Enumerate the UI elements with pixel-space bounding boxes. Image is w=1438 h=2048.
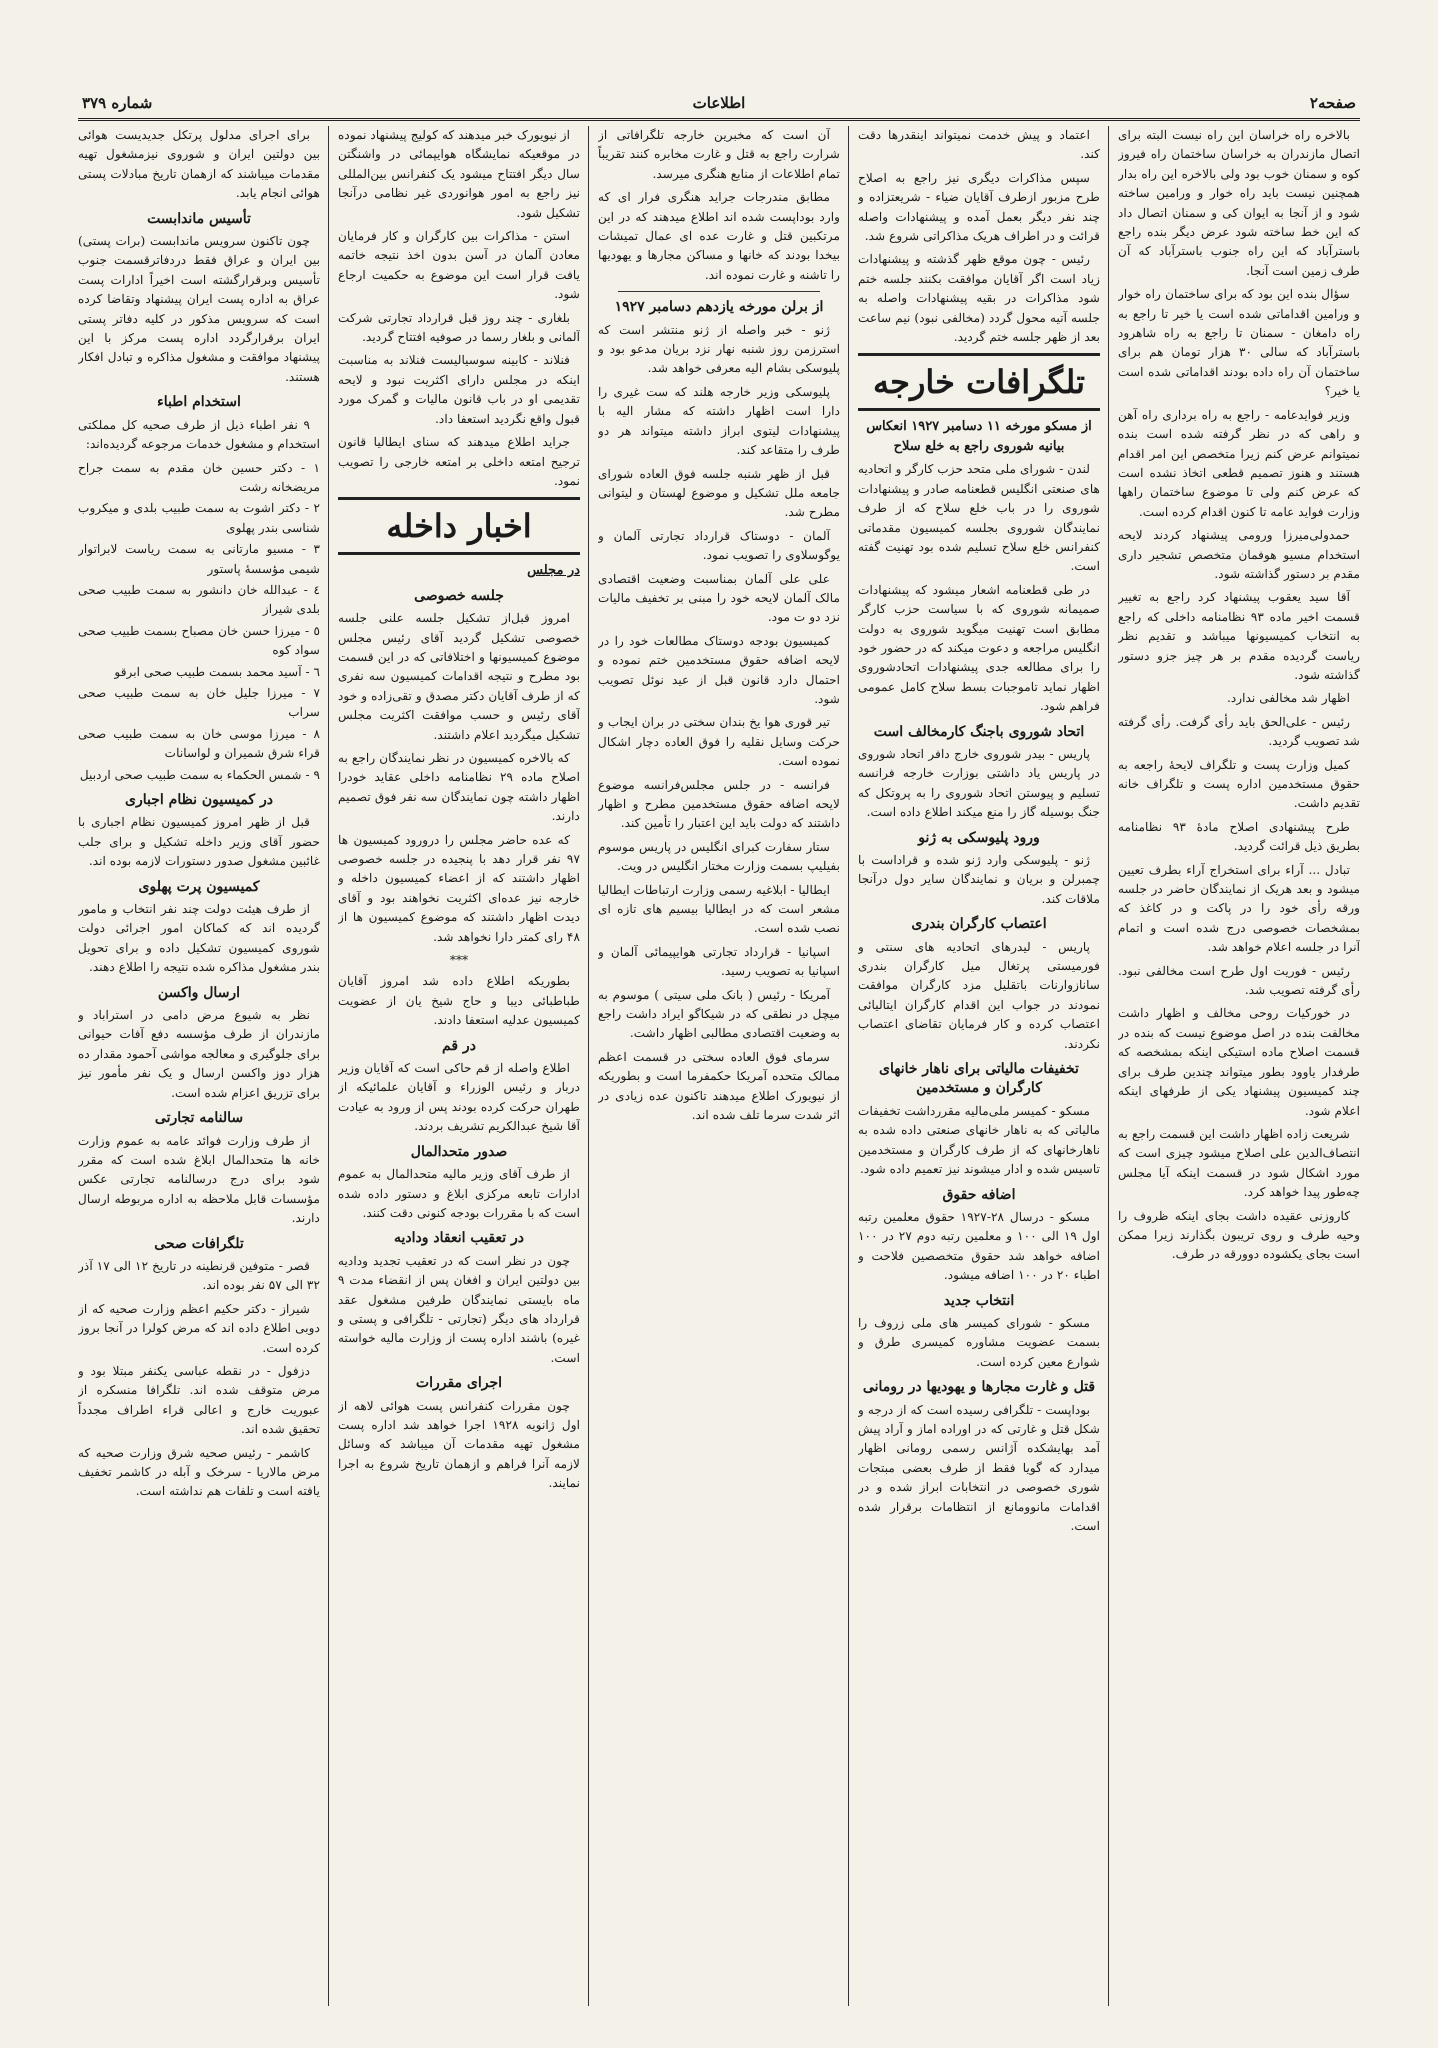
article-heading: تأسیس ماندابست (147, 210, 251, 227)
list-item: ٨ - میرزا موسی خان به سمت طبیب صحی قراء شرق شمیران و لواسانات (78, 726, 320, 761)
article-paragraph: قبل از ظهر امروز کمیسیون نظام اجباری با حضور آقای وزیر داخله تشکیل و برای جلب غائبین مشغول صدور دستورات لازمه بوده اند. (78, 815, 320, 869)
article-paragraph: علی علی آلمان بمناسبت وضعیت اقتصادی مالک آلمان لایحه خود را مبنی بر تخفیف مالیات نزد دو ت مود. (598, 571, 840, 625)
article-paragraph: تیر قوری هوا یخ بندان سختی در بران ایجاب و حرکت وسایل نقلیه را فوق العاده دچار اشکال نموده است. (598, 715, 840, 769)
article-paragraph: کاروزنی عقیده داشت بجای اینکه ظروف را وحیه طرف و روی تریبون بگذارند زیرا ممکن است بجای یکشوده دوورقه در طرف. (1118, 1208, 1360, 1262)
article-heading: اعتصاب کارگران بندری (911, 916, 1047, 933)
article-paragraph: مسکو - درسال ۲۸-۱۹۲۷ حقوق معلمین رتبه اول ۱۹ الی ۱۰۰ و معلمین رتبه دوم ۲۷ در ۱۰۰ اضافه خواهد شد حقوق متخصصین فلاحت و اطباء ۲۰ در ۱۰۰ اضافه میشود. (858, 1209, 1100, 1283)
separator-stars: *** (449, 953, 469, 968)
article-heading: اضافه حقوق (942, 1186, 1016, 1203)
article-paragraph: چون تاکنون سرویس ماندابست (برات پستی) بین ایران و عراق فقط دردفاترقسمت جنوب تأسیس وبرقرارگشته است اخیراً ادارات پست عراق به اداره پست ایران پیشنهاد وتقاضا کرده است که سرویس مذکور در کلیه دفاتر پستی ایران برقرارگردد اداره پست مرکز با این پیشنهاد موافقت و مشغول مذاکره و تبادل افکار هستند. (78, 234, 320, 384)
article-heading: انتخاب جدید (943, 1292, 1015, 1309)
article-paragraph: آلمان - دوستاک قرارداد تجارتی آلمان و یوگوسلاوی را تصویب نمود. (598, 528, 840, 563)
list-item: ۳ - مسیو مارتانی به سمت ریاست لابراتوار شیمی مؤسسهٔ پاستور (78, 542, 320, 576)
article-heading: اجرای مقررات (415, 1375, 503, 1392)
list-item: ۲ - دکتر اشوت به سمت طبیب بلدی و میکروب شناسی بندر پهلوی (78, 501, 320, 535)
article-paragraph: سپس مذاکرات دیگری نیز راجع به اصلاح طرح مزبور ازطرف آقایان ضیاء - شریعتزاده و چند نفر دیگر بعمل آمده و پیشنهادات واصله قرائت و در اطراف هریک مذاکراتی شروع شد. (858, 170, 1100, 244)
article-paragraph: بطوریکه اطلاع داده شد امروز آقایان طباطبائی دیبا و حاج شیخ یان از عضویت کمیسیون عدلیه استعفا دادند. (338, 974, 580, 1028)
article-paragraph: کاشمر - رئیس صحیه شرق وزارت صحیه که مرض مالاریا - سرخک و آبله در کاشمر تخفیف یافته است و تلفات هم نداشته است. (78, 1445, 320, 1499)
article-paragraph: پاریس - لیدرهای اتحادیه های سنتی و فورمیستی پرتغال میل کارگران بندری سانازوارنات باتقلیل مزد کارگران موافقت نمودند در جواب این اقدام کارگران ایتالیائی اعتصاب کرده و کار فرمایان تقاضای اعتصاب نکردند. (858, 939, 1100, 1051)
article-paragraph: ۹ نفر اطباء ذیل از طرف صحیه کل مملکتی استخدام و مشغول خدمات مرجوعه گردیده‌اند: (78, 417, 320, 452)
article-paragraph: شیراز - دکتر حکیم اعظم وزارت صحیه که از دوبی اطلاع داده اند که مرض کولرا در آنجا بروز کرده است. (78, 1301, 320, 1355)
list-item: ۹ - شمس الحکماء به سمت طبیب صحی اردبیل (79, 767, 320, 782)
article-paragraph: از نیویورک خبر میدهند که کولیج پیشنهاد نموده در موقعیکه نمایشگاه هوایپمائی در واشنگتن سال دیگر افتتاح میشود یک کنفرانس بین‌المللی نیز راجع به امور هوانوردی غیر نظامی درآنجا تشکیل شود. (338, 128, 580, 220)
column-rule (848, 126, 849, 2006)
article-paragraph: در طی قطعنامه اشعار میشود که پیشنهادات صمیمانه شوروی که با سیاست حزب کارگر مطابق است تهنیت میگوید شوروی به دولت انگلیس مراجعه و دعوت میکند که در حضور خود را برای مطالعه جدی پیشنهادات اتحادشوروی اظهار نماید تاموجبات بسط سلاح کامل عمومی فراهم شود. (858, 582, 1100, 714)
article-paragraph: امروز قبل‌از تشکیل جلسه علنی جلسه خصوصی تشکیل گردید آقای رئیس مجلس موضوع کمیسیونها و اختلافاتی که در این قسمت بود مطرح و نتیجه اقدامات کمیسیون سه نفری که از طرف آقایان دکتر مصدق و تقی‌زاده و خود آقای رئیس و حسب موافقت اکثریت مجلس تشکیل میگردید اعلام داشتند. (338, 611, 580, 742)
article-paragraph: قصر - متوفین قرنطینه در تاریخ ۱۲ الی ۱۷ آذر ۳۲ الی ۵۷ نفر بوده اند. (78, 1258, 320, 1293)
article-heading: اتحاد شوروی باجنگ کارمخالف است (873, 723, 1085, 740)
article-paragraph: رئیس - علی‌الحق باید رأی گرفت. رأی گرفته شد تصویب گردید. (1118, 714, 1360, 749)
article-paragraph: اطلاع واصله از قم حاکی است که آقایان وزیر دربار و رئیس الوزراء و آقایان علمائیکه از طهران حرکت کرده بودند پس از ورود به عیادت آقا شیخ عبدالکریم تشریف بردند. (338, 1061, 580, 1134)
article-paragraph: پلیوسکی وزیر خارجه هلند که ست غیری را دارا است اظهار داشته که مشار الیه با پیشنهادات لیتوی ابراز داشته میتواند هر دو طرف را متقاعد کند. (598, 384, 840, 458)
article-heading: صدور متحدالمال (410, 1143, 508, 1160)
article-paragraph: آمریکا - رئیس ( بانک ملی سیتی ) موسوم به میچل در نطقی که در شیکاگو ایراد داشت راجع به وضعیت اقتصادی مطالبی اظهار داشت. (598, 987, 840, 1041)
article-paragraph: چون مقررات کنفرانس پست هوائی لاهه از اول ژانویه ۱۹۲۸ اجرا خواهد شد اداره پست مشغول تهیه مقدمات آن میباشد که وسائل لازمه آنرا فراهم و ازهمان تاریخ شروع به اجرا نمایند. (338, 1398, 580, 1491)
article-paragraph: استن - مذاکرات بین کارگران و کار فرمایان معادن آلمان در آسن بدون اخذ نتیجه خاتمه یافت قرار است این موضوع به حکمیت ارجاع شود. (338, 229, 580, 302)
article-heading: از برلن مورخه یازدهم دسامبر ۱۹۲۷ (614, 299, 824, 316)
article-heading: در قم (442, 1037, 476, 1054)
article-heading: از مسکو مورخه ۱۱ دسامبر ۱۹۲۷ انعکاس بیانیه شوروی راجع به خلع سلاح (866, 419, 1092, 454)
column-rule (588, 126, 589, 2006)
article-paragraph: رئیس - فوریت اول طرح است مخالفی نبود. رأی گرفته تصویب شد. (1118, 963, 1360, 998)
article-paragraph: کمیل وزارت پست و تلگراف لایحهٔ راجعه به حقوق مستخدمین اداره پست و تلگراف خانه تقدیم داشت. (1118, 757, 1360, 811)
article-heading: ارسال واکسن (157, 984, 241, 1001)
article-heading: سالنامه تجارتی (154, 1110, 244, 1127)
article-paragraph: در خورکیات روحی مخالف و اظهار داشت مخالفت بنده در اصل موضوع نیست که بنده در قسمت اصلاح ماده استیکی اینکه بمشخصه که طرفدار یاوود بطور میتواند چندین طرف برای چند کمیسیون پیشنهاد یکی از طرفهای اینکه اعلام شود. (1118, 1006, 1360, 1118)
article-paragraph: از طرف وزارت فوائد عامه به عموم وزارت خانه ها متحدالمال ابلاغ شده است که مقرر شود برای درج درسالنامه تجارتی عکس مؤسسات قابل ملاحظه به اداره مربوطه ارسال دارند. (78, 1133, 320, 1226)
article-heading: کمیسیون پرت پهلوی (138, 878, 260, 895)
article-paragraph: فنلاند - کابینه سوسیالیست فنلاند به مناسبت اینکه در مجلس دارای اکثریت نبود و لایحه تقدیمی او در باب قانون مالیات و گمرک مورد قبول واقع نگردید استعفا داد. (338, 353, 580, 426)
divider (618, 291, 820, 292)
column-rule (1108, 126, 1109, 2006)
article-paragraph: سؤال بنده این بود که برای ساختمان راه خوار و ورامین اقداماتی شده است یا خیر تا راجع به راه دامغان - سمنان تا راجع به راه شاهرود باسترآباد که سالی ۳۰ هزار تومان هم برای ساختمان آن راه داده بودند اقداماتی شده است یا خیر؟ (1118, 287, 1360, 399)
article-paragraph: ژنو - پلیوسکی وارد ژنو شده و قراداست با چمبرلن و بریان و نمایندگان سایر دول درآنجا ملاقات کند. (858, 853, 1100, 906)
article-paragraph: از طرف آقای وزیر مالیه متحدالمال به عموم ادارات تابعه مرکزی ابلاغ و دستور داده شده است که با مقررات بودجه کنونی دقت کنند. (338, 1167, 580, 1220)
article-paragraph: بالاخره راه خراسان این راه نیست البته برای اتصال مازندران به خراسان ساختمان راه فیروز کوه و سمنان خوب بود ولی بالاخره این راه بدار همچنین نیست باید راه خوار و ورامین ساخته شود و از آنجا به ایوان کی و سمنان اتصال داد که این خط ساخته شود عرض دیگر بنده راجع باسترآباد که این راه جنوب باسترآباد که آن طرف زمین است آنجا. (1118, 128, 1360, 278)
column-1 (1118, 126, 1360, 2006)
article-paragraph: آن است که مخبرین خارجه تلگرافاتی از شرارت راجع به قتل و غارت مخابره کنند تقریباً تمام اطلاعات از منابع هنگری میرسد. (598, 128, 840, 181)
article-heading: قتل و غارت مجارها و یهودیها در رومانی (862, 1379, 1096, 1396)
article-paragraph: ایطالیا - ابلاغیه رسمی وزارت ارتباطات ایطالیا مشعر است که در ایطالیا بیسیم های تازه ای نصب شده است. (598, 882, 840, 936)
article-paragraph: طرح پیشنهادی اصلاح مادهٔ ۹۳ نظامنامه بطریق ذیل قرائت گردید. (1118, 819, 1360, 854)
article-paragraph: که عده حاضر مجلس را درورود کمیسیون ها ۹۷ نفر قرار دهد با پنجیده در جلسه خصوصی اظهار داشتند که از اعضاء کمیسیون داخله و خارجه نیز عده‌ای اکثریت نخواهند بود و آقای دیدت اظهار داشتند که موضوع کمیسیون ها از ۴۸ رای کمتر دارا نخواهد شد. (338, 832, 580, 944)
article-paragraph: دزفول - در نقطه عباسی یکنفر مبتلا بود و مرض متوقف شده اند. تلگرافا منسکره از عبوریت خارج و اعالی قراء اطراف مجدداً تحقیق شده اند. (78, 1363, 320, 1437)
article-paragraph: مسکو - شورای کمیسر های ملی زروف را بسمت عضویت مشاوره کمیسری طرق و شوارع معین کرده است. (858, 1315, 1100, 1369)
article-paragraph: ژنو - خبر واصله از ژنو منتشر است که استرزمن روز شنبه نهار نزد بریان مدعو بود و پلیوسکی بشام الیه معرفی خواهد شد. (598, 322, 840, 376)
newspaper-title: اطلاعات (692, 94, 746, 112)
column-3 (598, 126, 840, 2006)
list-item: ۱ - دکتر حسین خان مقدم به سمت جراح مریضخانه رشت (78, 460, 320, 494)
page-number: صفحه۲ (1309, 94, 1356, 112)
article-paragraph: اسپانیا - قرارداد تجارتی هوایپیمائی آلمان و اسپانیا به تصویب رسید. (598, 944, 840, 979)
section-subheading: در مجلس (527, 563, 580, 579)
article-paragraph: تبادل ... آراء برای استخراج آراء بطرف تعیین میشود و بعد هریک از نمایندگان حاضر در جلسه ورقه رأی خود را در پاکت و در کاغذ که بمشخصات خصوصی درج شده است و اتمام آنرا در جلسه اعلام خواهد شد. (1118, 862, 1360, 955)
article-paragraph: بلغاری - چند روز قبل قرارداد تجارتی شرکت آلمانی و بلغار رسما در صوفیه افتتاح گردید. (338, 310, 580, 345)
article-paragraph: مطابق مندرجات جراید هنگری فرار ای که وارد بوداپست شده اند اطلاع میدهند که در این مرتکبین قتل و غارت عده ای عمال تمیشات بیخدا بودند که خانها و مساکن مجارها و یهودیها را تاشنه و غارت نموده اند. (598, 190, 840, 282)
list-item: ٤ - عبدالله خان دانشور به سمت طبیب صحی بلدی شیراز (78, 582, 320, 617)
newspaper-columns (78, 126, 1360, 2006)
article-paragraph: حمدولی‌میرزا ورومی پیشنهاد کردند لایحه استخدام مسیو هوفمان متخصص تشجیر داری مقدم بر دستور گذاشته شود. (1118, 528, 1360, 581)
list-item: ٧ - میرزا جلیل خان به سمت طبیب صحی سراب (78, 685, 320, 720)
article-paragraph: لندن - شورای ملی متحد حزب کارگر و اتحادیه های صنعتی انگلیس قطعنامه صادر و پیشنهادات شوروی را در باب خلع سلاح که از طرف نمایندگان شوروی بجلسه کمیسیون مقدماتی کنفرانس خلع سلاح تسلیم شده بود تهنیت گفته است. (858, 462, 1100, 574)
article-paragraph: که بالاخره کمیسیون در نظر نمایندگان راجع به اصلاح ماده ۲۹ نظامنامه داخلی عقاید خودرا اظهار داشته چون نمایندگان سه نفر فوق تصمیم دارند. (338, 750, 580, 824)
list-item: ٦ - آسید محمد بسمت طبیب صحی ابرقو (114, 664, 320, 679)
article-paragraph: فرانسه - در جلس مجلس‌فرانسه موضوع لایحه اضافه حقوق مستخدمین مطرح و اظهار داشتند که دولت باید این اعتبار را تأمین کند. (598, 777, 840, 831)
article-heading: در تعقیب انعقاد ودادیه (394, 1230, 524, 1247)
article-paragraph: وزیر فوایدعامه - راجع به راه برداری راه آهن و راهی که در نظر گرفته شده است بنده نمیتوانم عرض کنم زیرا متخصص این امر اقدام هستند و هنوز تصمیم قطعی اتخاذ نشده است که عرض کنم ولی تا موضوع ساختمان راهها وزارت فواید عامه تا کنون اقدام کرده است. (1118, 407, 1360, 519)
article-paragraph: اظهار شد مخالفی ندارد. (1226, 691, 1350, 706)
article-paragraph: نظر به شیوع مرض دامی در استراباد و مازندران از طرف مؤسسه دفع آفات حیوانی برای جلوگیری و معالجه مواشی آحمود مقدار ده هزار دوز واکسن ارسال و یک نفر مأمور نیز برای تزریق اعزام شده است. (78, 1008, 320, 1100)
article-heading: در کمیسیون نظام اجباری (125, 792, 273, 808)
article-paragraph: مسکو - کمیسر ملی‌مالیه مقررداشت تخفیفات مالیاتی که به ناهار خانهای صنعتی داده شده به ناهارخانهای که از طرف کارگران و مستخدمین تاسیس شده و ادار میشوند نیز تعمیم داده شود. (858, 1103, 1100, 1177)
article-heading: جلسه خصوصی (414, 587, 504, 604)
section-heading-foreign-telegrams: تلگرافات خارجه (858, 353, 1100, 411)
column-4 (338, 126, 580, 2006)
article-paragraph: ستار سفارت کبرای انگلیس در پاریس موسوم بفیلیپ بسمت وزارت مختار انگلیس در ویت. (598, 839, 840, 874)
article-heading: تلگرافات صحی (154, 1235, 244, 1252)
article-paragraph: از طرف هیئت دولت چند نفر انتخاب و مامور گردیده اند که کماکان امور اجرائی دولت شوروی کمیسیون تشکیل داده و برای تحویل بندر مشغول مذاکره شده نتیجه را اطلاع دهند. (78, 902, 320, 975)
article-paragraph: پاریس - بیدر شوروی خارج دافر اتحاد شوروی در پاریس یاد داشتی بوزارت خارجه فرانسه تسلیم و پیوستن اتحاد شوروی را به پروتکل که جنگ بوسیله گاز را منع میکند اطلاع داده است. (858, 746, 1100, 820)
article-paragraph: اعتماد و پیش خدمت نمیتواند اینقدرها دقت کند. (858, 128, 1100, 162)
column-rule (328, 126, 329, 2006)
article-paragraph: رئیس - چون موقع ظهر گذشته و پیشنهادات زیاد است اگر آقایان موافقت بکنند جلسه ختم شود مذاکرات در بقیه پیشنهادات واصله به جلسه آتیه محول گردد (مخالفی نبود) نیم ساعت بعد از ظهر جلسه ختم گردید. (858, 252, 1100, 345)
article-paragraph: آقا سید یعقوب پیشنهاد کرد راجع به تغییر قسمت اخیر ماده ۹۳ نظامنامه داخلی که راجع به انتخاب کمیسیونها میباشد و تقدیم نظر ریاست گردیده مقدم بر هر چیز جزو دستور گذاشته شود. (1118, 590, 1360, 682)
column-5 (78, 126, 320, 2006)
article-paragraph: سرمای فوق العاده سختی در قسمت اعظم ممالک متحده آمریکا حکمفرما است و بطوریکه از نیویورک اطلاع میدهند تاکنون عده زیادی در اثر شدت سرما تلف شده اند. (598, 1049, 840, 1123)
article-paragraph: شریعت زاده اظهار داشت این قسمت راجع به انتصاف‌الدین علی اصلاح میشود چیزی است که مورد اشکال شود در قسمت اینکه آیا مجلس چه‌طور پیدا خواهد کرد. (1118, 1126, 1360, 1200)
article-heading: استخدام اطباء (157, 394, 241, 411)
article-paragraph: بوداپست - تلگرافی رسیده است که از درجه و شکل قتل و غارتی که در اوراده اماز و آراد پیش آمد بهایشکده آژانس رسمی رومانی اظهار میدارد که گویا فقط از طرف بعضی مبتجات شوری خصوصی در انتخابات ابراز شده و در اقدامات مانوومانع از انتظامات برقرار شده است. (858, 1402, 1100, 1533)
issue-number: شماره ۳۷۹ (82, 94, 153, 112)
column-2 (858, 126, 1100, 2006)
article-heading: ورود پلیوسکی به ژنو (918, 829, 1040, 846)
article-paragraph: کمیسیون بودجه دوستاک مطالعات خود را در لایحه اضافه حقوق مستخدمین ختم نموده و احتمال دارد قانون قبل از عید نوئل تصویب شود. (598, 633, 840, 706)
article-paragraph: جراید اطلاع میدهند که سنای ایطالیا قانون ترجیح امتعه داخلی بر امتعه خارجی را تصویب نمود. (338, 435, 580, 488)
article-paragraph: برای اجرای مدلول پرتکل جدیدیست هوائی بین دولتین ایران و شوروی نیزمشغول تهیه مقدمات میباشند که ازهمان تاریخ مبادلات پستی هوائی انجام یابد. (78, 128, 320, 201)
list-item: ٥ - میرزا حسن خان مصباح بسمت طبیب صحی سواد کوه (78, 623, 320, 658)
article-paragraph: چون در نظر است که در تعقیب تجدید ودادیه بین دولتین ایران و افغان پس از انقضاء مدت ۹ ماه بایستی نمایندگان طرفین مشغول عقد قرارداد های دیگر (تجارتی - تلگرافی و پستی و غیره) باشند اداره پست از وزارت مالیه خواسته است. (338, 1253, 580, 1365)
article-heading: تخفیفات مالیاتی برای ناهار خانهای کارگران و مستخدمین (879, 1061, 1079, 1097)
section-heading-domestic-news: اخبار داخله (338, 497, 580, 555)
article-paragraph: قبل از ظهر شنبه جلسه فوق العاده شورای جامعه ملل تشکیل و موضوع لهستان و لیتوانی مطرح شد. (598, 466, 840, 520)
newspaper-header (78, 92, 1360, 121)
